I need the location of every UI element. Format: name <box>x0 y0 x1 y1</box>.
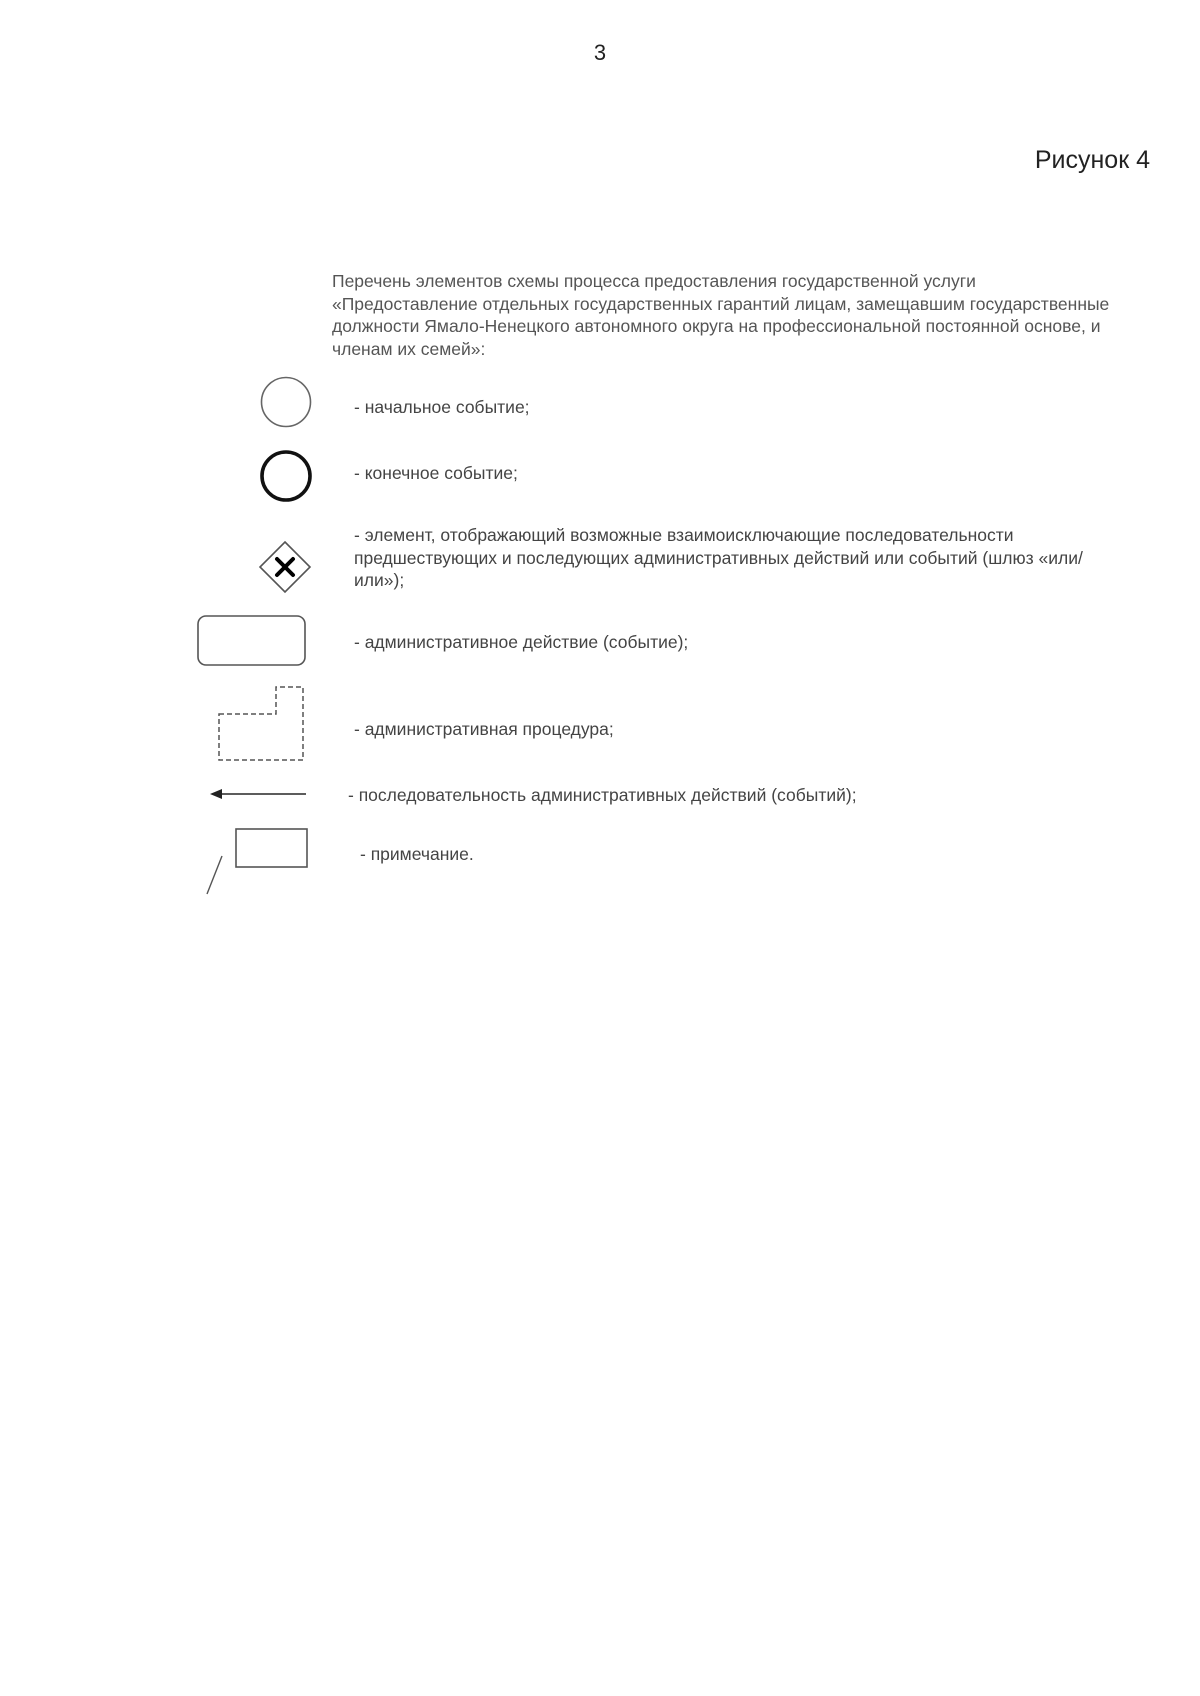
legend-label-annotation: - примечание. <box>360 844 474 864</box>
legend-intro: Перечень элементов схемы процесса предоставления государственной услуги «Предоставление отдельных государственных гарантий лицам, замещавшим государственные должности Ямало-Ненецкого автономного округа на профессиональной постоянной основе, и членам их семей»: <box>332 271 1110 359</box>
legend-label-sequence-flow: - последовательность административных действий (событий); <box>348 785 857 805</box>
legend-label-procedure: - административная процедура; <box>354 719 614 739</box>
legend-label-task: - административное действие (событие); <box>354 632 689 652</box>
legend-label-end-event: - конечное событие; <box>354 463 518 483</box>
sequence-flow-icon <box>208 786 308 802</box>
task-icon <box>196 614 308 668</box>
legend-label-gateway: - элемент, отображающий возможные взаимоисключающие последовательности предшествующих и последующих административных действий или событий (шлюз «или/или»); <box>354 525 1083 590</box>
legend-label-start-event: - начальное событие; <box>354 397 530 417</box>
page-number: 3 <box>593 40 607 65</box>
annotation-icon <box>200 826 312 898</box>
procedure-icon <box>216 684 306 764</box>
start-event-icon <box>258 374 314 430</box>
figure-label: Рисунок 4 <box>1034 146 1150 174</box>
exclusive-gateway-icon <box>258 540 312 594</box>
end-event-icon <box>258 448 314 504</box>
